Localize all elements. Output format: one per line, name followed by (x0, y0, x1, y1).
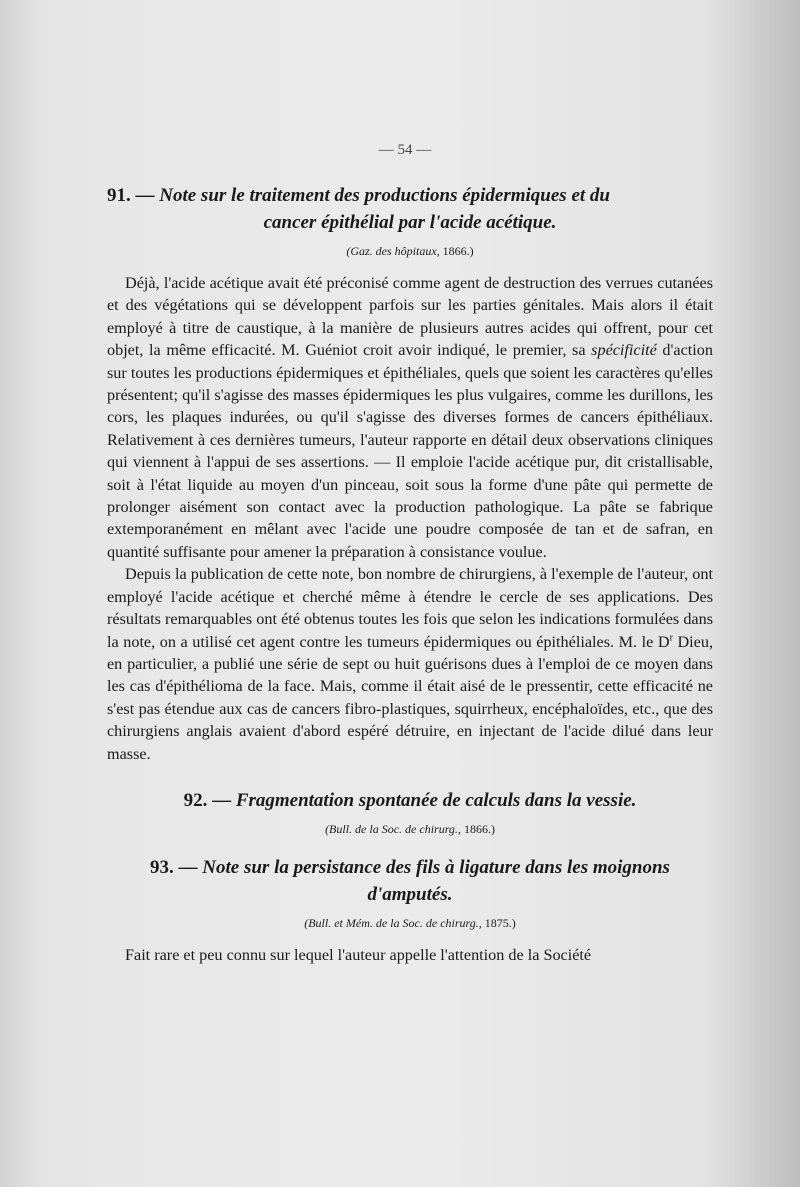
entry-91-title-line2: cancer épithélial par l'acide acétique. (263, 212, 557, 233)
entry-93-title-line2: d'amputés. (367, 883, 453, 905)
entry-91-paragraph-2 (107, 563, 713, 765)
entry-93-heading (107, 854, 713, 881)
page-number: — 54 — (378, 142, 432, 158)
entry-93-source-journal: (Bull. et Mém. de la Soc. de chirurg., (304, 915, 482, 930)
entry-93-number: 93. (150, 856, 174, 878)
entry-93-heading-line2 (107, 881, 713, 908)
entry-92-title: Fragmentation spontanée de calculs dans la vessie. (235, 789, 637, 811)
page-content (107, 182, 713, 966)
entry-93-paragraph-1: Fait rare et peu connu sur lequel l'auteur appelle l'attention de la Société (125, 945, 592, 964)
entry-93-dash: — (173, 856, 203, 878)
entry-92-source-journal: (Bull. de la Soc. de chirurg., (325, 821, 461, 836)
entry-91-para2-text-b: Dieu, en particulier, a publié une série de sept ou huit guérisons dues à l'emploi de ce moyen dans les cas d'épithélioma de la face. Mais, comme il était aisé de le pressentir, cette efficacité ne s'est pas étendue aux cas de cancers fibro-plastiques, squirrheux, encéphaloïdes, etc., que des chirurgiens anglais avaient d'abord espéré détruire, en injectant de l'acide dilué dans leur masse. (107, 632, 713, 763)
entry-91-para2-superscript: r (669, 632, 673, 644)
entry-91-para2-text-a: Depuis la publication de cette note, bon nombre de chirurgiens, à l'exemple de l'auteur, ont employé l'acide acétique et cherché même à étendre le cercle de ses applications. Des résultats remarquables ont été obtenus toutes les fois que selon les indications formulées dans la note, on a utilisé cet agent contre les tumeurs épidermiques ou épithéliales. M. le D (107, 565, 713, 651)
entry-92-heading (107, 787, 713, 814)
entry-92-number: 92. (183, 789, 208, 811)
entry-91-para1-text-a: Déjà, l'acide acétique avait été préconisé comme agent de destruction des verrues cutanées et des végétations qui se développent parfois sur les parties génitales. Mais alors il était employé à titre de caustique, à la manière de plusieurs autres acides qui offrent, pour cet objet, la même efficacité. M. Guéniot croit avoir indiqué, le premier, sa (107, 274, 713, 360)
entry-91-para1-text-b: d'action sur toutes les productions épidermiques et épithéliales, quels que soient les caractères qu'elles présentent; qu'il s'agisse des masses épidermiques les plus vulgaires, comme les durillons, les cors, les plaques indurées, ou qu'il s'agisse des diverses formes de cancers épithéliaux. Relativement à ces dernières tumeurs, l'auteur rapporte en détail deux observations cliniques qui viennent à l'appui de ses assertions. — Il emploie l'acide acétique pur, dit cristallisable, soit à l'état liquide au moyen d'un pinceau, soit sous la forme d'une pâte qui permette de prolonger aisément son contact avec la production pathologique. La pâte se fabrique extemporanément en mêlant avec l'acide une poudre composée de tan et de safran, en quantité suffisante pour amener la préparation à consistance voulue. (107, 341, 713, 561)
entry-91-number: 91. (107, 185, 131, 206)
entry-91-paragraph-1 (107, 272, 713, 563)
entry-93-source-year: 1875.) (481, 915, 516, 930)
entry-91-title-line1: Note sur le traitement des productions épidermiques et du (159, 185, 610, 206)
entry-92-source-year: 1866.) (460, 821, 495, 836)
entry-91-para1-emphasis: spécificité (591, 341, 657, 360)
entry-91-dash: — (130, 185, 160, 206)
entry-91-source (107, 242, 713, 260)
entry-91-heading (107, 182, 713, 209)
entry-93-source (107, 914, 713, 932)
entry-92-source (107, 820, 713, 838)
entry-92-dash: — (207, 789, 236, 811)
entry-91-source-year: 1866.) (439, 244, 474, 258)
entry-93-title-line1: Note sur la persistance des fils à ligature dans les moignons (202, 856, 670, 878)
entry-91-source-journal: (Gaz. des hôpitaux, (346, 244, 440, 258)
entry-91-heading-line2 (107, 209, 713, 236)
